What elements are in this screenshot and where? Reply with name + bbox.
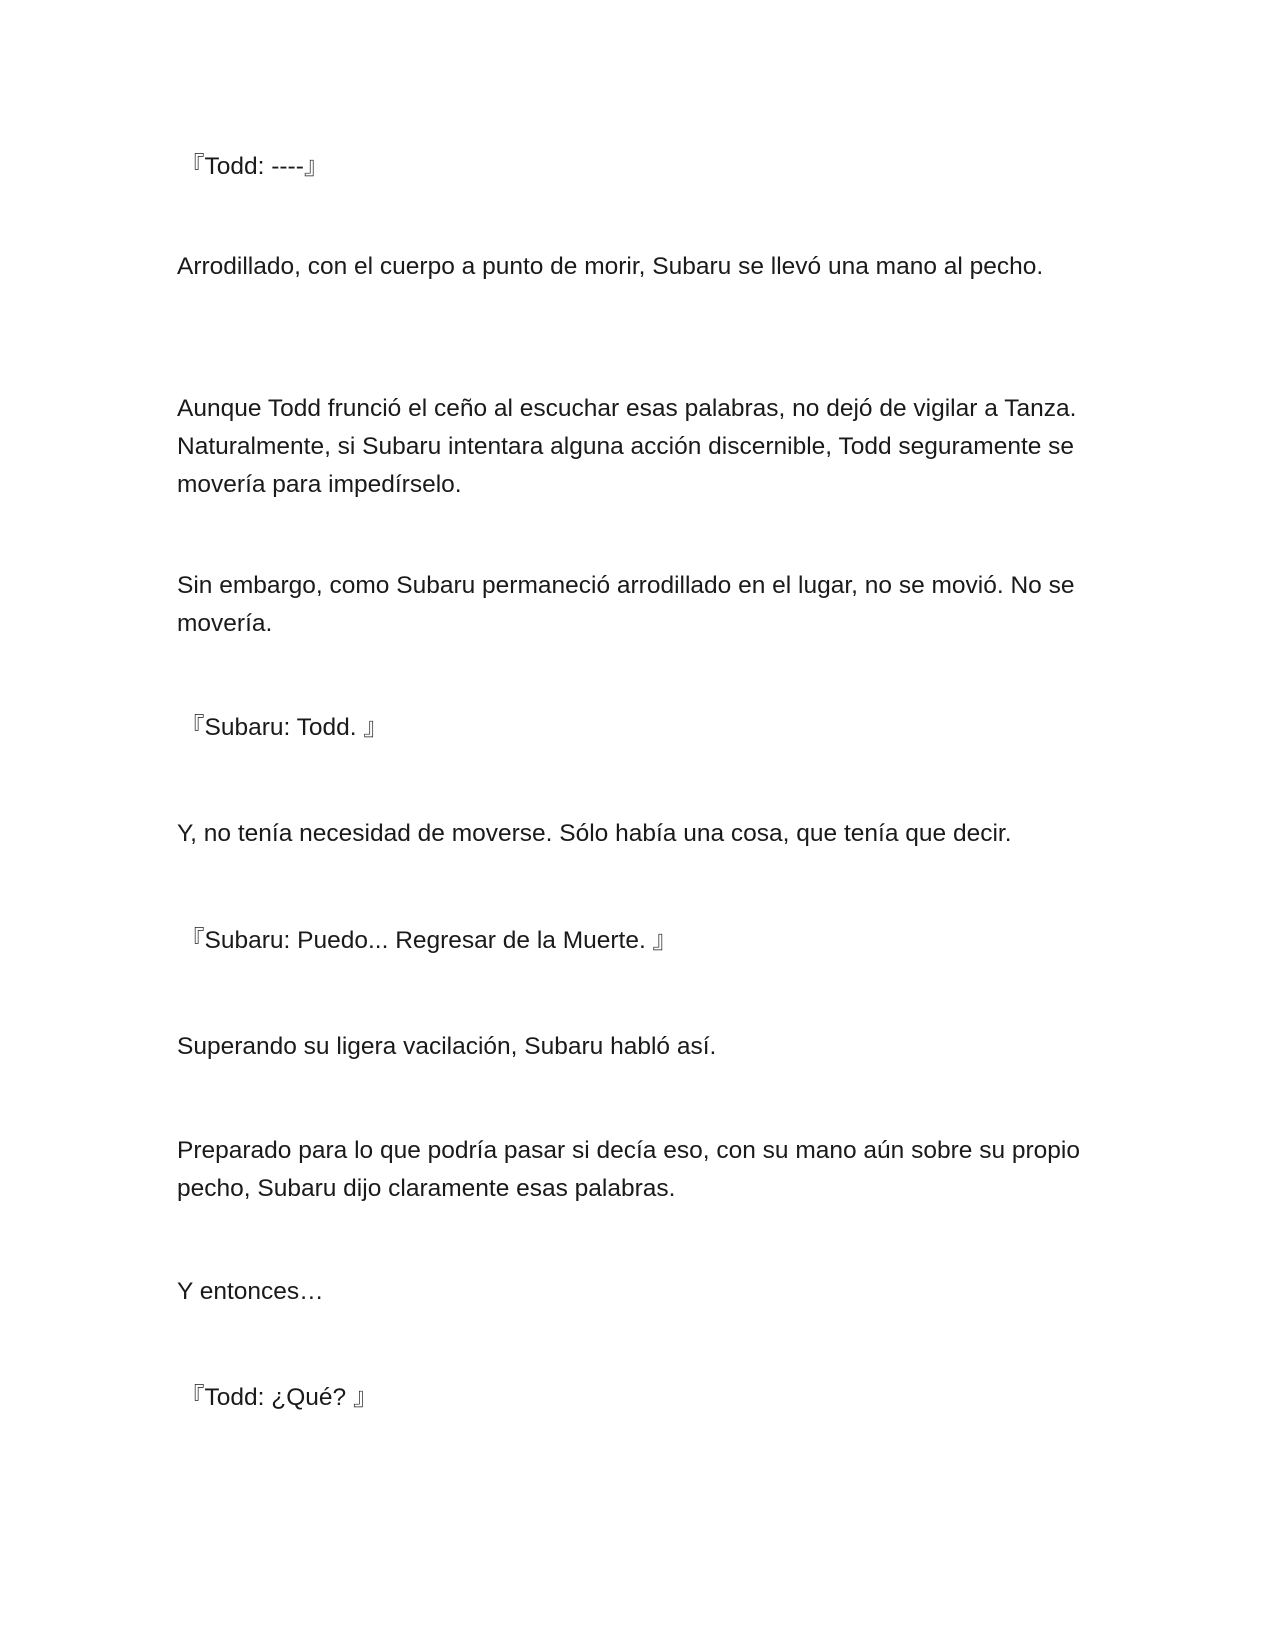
paragraph-and-then: Y entonces… — [177, 1278, 324, 1305]
paragraph-subaru-kneeling: Arrodillado, con el cuerpo a punto de morir, Subaru se llevó una mano al pecho. — [177, 253, 1044, 280]
paragraph-prepared: Preparado para lo que podría pasar si decía eso, con su mano aún sobre su propio pecho, Subaru dijo claramente esas palabras. — [177, 1137, 1087, 1202]
dialogue-subaru-return-by-death: 『Subaru: Puedo... Regresar de la Muerte. 』 — [180, 927, 678, 954]
paragraph-subaru-remained: Sin embargo, como Subaru permaneció arrodillado en el lugar, no se movió. No se movería. — [177, 572, 1082, 637]
paragraph-todd-frowned: Aunque Todd frunció el ceño al escuchar esas palabras, no dejó de vigilar a Tanza. Naturalmente, si Subaru intentara alguna acción discernible, Todd seguramente se movería para impedírselo. — [177, 395, 1084, 498]
paragraph-overcoming-hesitation: Superando su ligera vacilación, Subaru habló así. — [177, 1033, 717, 1060]
paragraph-no-need-to-move: Y, no tenía necesidad de moverse. Sólo había una cosa, que tenía que decir. — [177, 820, 1012, 847]
dialogue-subaru-todd: 『Subaru: Todd. 』 — [180, 714, 388, 741]
dialogue-todd-silence: 『Todd: ----』 — [180, 153, 329, 180]
dialogue-todd-what: 『Todd: ¿Qué? 』 — [180, 1384, 378, 1411]
